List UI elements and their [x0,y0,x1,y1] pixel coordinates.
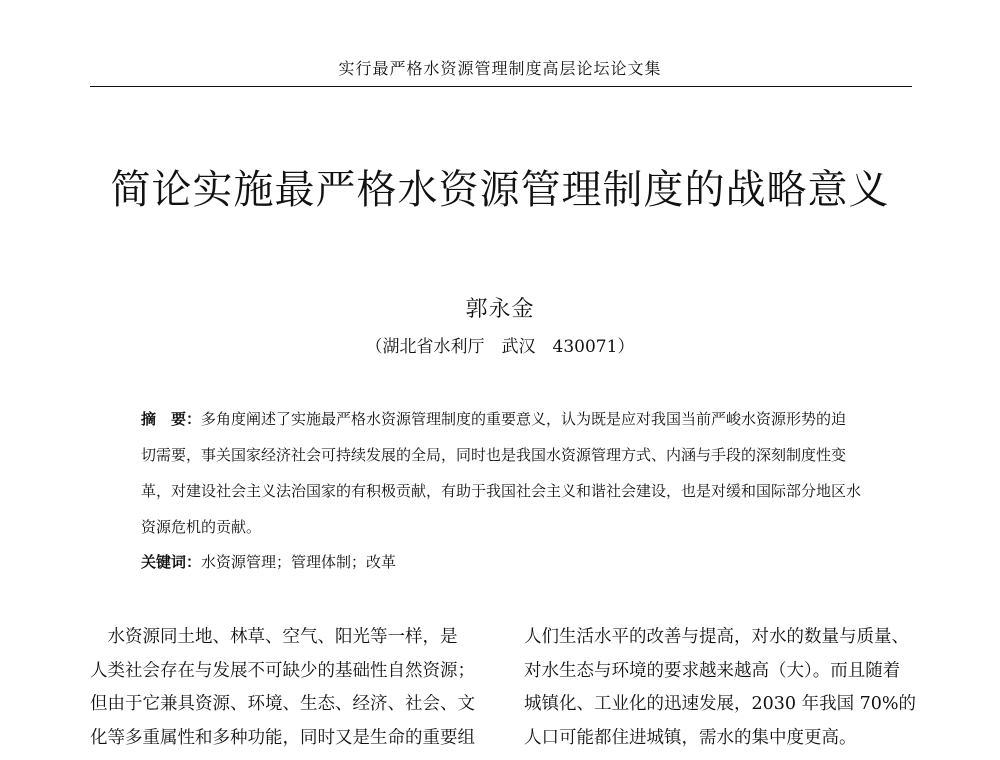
header-rule [90,86,912,87]
running-header: 实行最严格水资源管理制度高层论坛论文集 [338,59,662,78]
body-line: 人们生活水平的改善与提高，对水的数量与质量、 [524,627,909,647]
author-name: 郭永金 [465,297,535,322]
abstract [141,401,861,545]
body-line: 水资源同土地、林草、空气、阳光等一样，是 [90,627,458,647]
paper-title: 简论实施最严格水资源管理制度的战略意义 [110,167,890,213]
body-line: 但由于它兼具资源、环境、生态、经济、社会、文 [90,694,475,714]
body-line: 城镇化、工业化的迅速发展，2030 年我国 70%的 [524,694,917,714]
body-line: 人口可能都住进城镇，需水的集中度更高。 [524,727,857,748]
body-line: 化等多重属性和多种功能，同时又是生命的重要组 [90,727,475,748]
abstract-text: 多角度阐述了实施最严格水资源管理制度的重要意义，认为既是应对我国当前严峻水资源形势的迫切需要，事关国家经济社会可持续发展的全局，同时也是我国水资源管理方式、内涵与手段的深刻制度性变革，对建设社会主义法治国家的有积极贡献，有助于我国社会主义和谐社会建设，也是对缓和国际部分地区水资源危机的贡献。 [141,410,862,536]
keywords-label: 关键词： [141,553,202,571]
author-affiliation: （湖北省水利厅 武汉 430071） [365,337,635,357]
keywords-text: 水资源管理；管理体制；改革 [201,553,397,571]
body-column-right [524,621,924,755]
keywords [141,551,861,572]
body-line: 人类社会存在与发展不可缺少的基础性自然资源； [90,660,475,681]
abstract-label: 摘 要： [141,410,202,428]
body-line: 对水生态与环境的要求越来越高（大）。而且随着 [524,660,901,681]
body-column-left [90,621,490,755]
